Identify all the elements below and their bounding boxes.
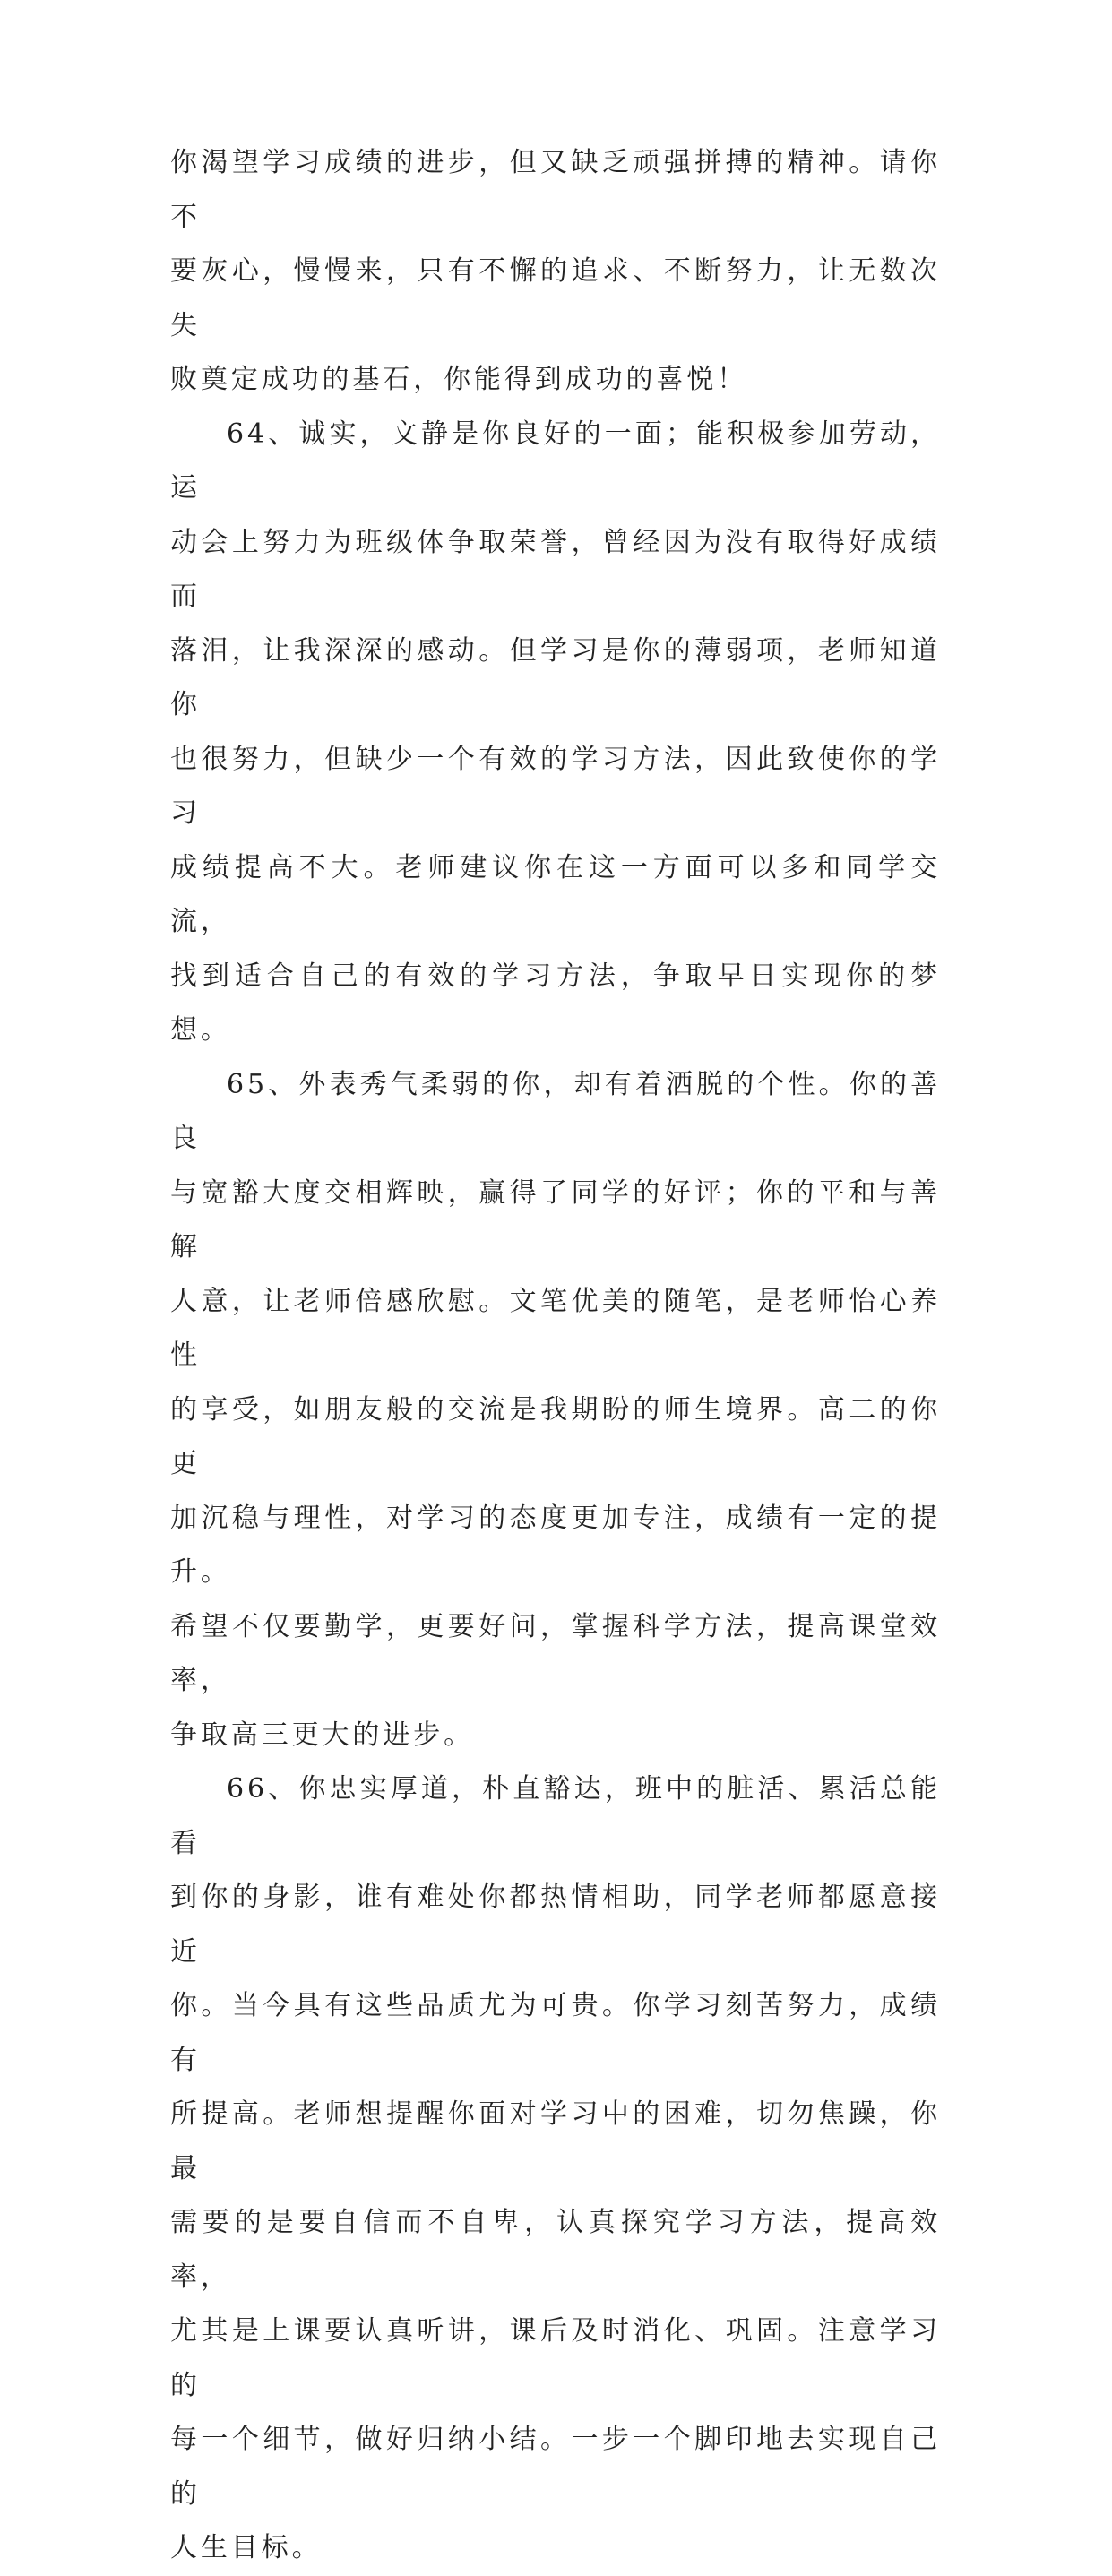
text-line: 尤其是上课要认真听讲，课后及时消化、巩固。注意学习的 — [170, 2315, 941, 2401]
text-line: 的享受，如朋友般的交流是我期盼的师生境界。高二的你更 — [170, 1393, 941, 1479]
paragraph-65 — [170, 1058, 941, 1763]
text-line: 到你的身影，谁有难处你都热情相助，同学老师都愿意接近 — [170, 1882, 941, 1968]
text-line: 人生目标。 — [170, 2532, 323, 2563]
text-line: 65、外表秀气柔弱的你，却有着洒脱的个性。你的善良 — [170, 1068, 941, 1154]
text-line: 与宽豁大度交相辉映，赢得了同学的好评；你的平和与善解 — [170, 1176, 941, 1262]
text-line: 找到适合自己的有效的学习方法，争取早日实现你的梦想。 — [170, 960, 941, 1046]
text-line: 也很努力，但缺少一个有效的学习方法，因此致使你的学习 — [170, 743, 941, 829]
text-line: 希望不仅要勤学，更要好问，掌握科学方法，提高课堂效率， — [170, 1610, 941, 1696]
text-line: 64、诚实，文静是你良好的一面；能积极参加劳动，运 — [170, 418, 941, 504]
paragraph-continued — [170, 136, 941, 408]
text-line: 每一个细节，做好归纳小结。一步一个脚印地去实现自己的 — [170, 2424, 941, 2510]
text-line: 要灰心，慢慢来，只有不懈的追求、不断努力，让无数次失 — [170, 255, 941, 341]
text-line: 加沉稳与理性，对学习的态度更加专注，成绩有一定的提升。 — [170, 1502, 941, 1588]
text-line: 人意，让老师倍感欣慰。文笔优美的随笔，是老师怡心养性 — [170, 1285, 941, 1371]
text-line: 需要的是要自信而不自卑，认真探究学习方法，提高效率， — [170, 2207, 941, 2293]
text-line: 成绩提高不大。老师建议你在这一方面可以多和同学交流， — [170, 851, 941, 937]
text-line: 落泪，让我深深的感动。但学习是你的薄弱项，老师知道你 — [170, 634, 941, 720]
text-line: 66、你忠实厚道，朴直豁达，班中的脏活、累活总能看 — [170, 1773, 941, 1859]
text-line: 动会上努力为班级体争取荣誉，曾经因为没有取得好成绩而 — [170, 526, 941, 612]
text-line: 你。当今具有这些品质尤为可贵。你学习刻苦努力，成绩有 — [170, 1990, 941, 2076]
text-line: 所提高。老师想提醒你面对学习中的困难，切勿焦躁，你最 — [170, 2098, 941, 2184]
text-line: 你渴望学习成绩的进步，但又缺乏顽强拼搏的精神。请你不 — [170, 147, 941, 233]
paragraph-64 — [170, 408, 941, 1058]
document-body — [170, 136, 941, 2576]
paragraph-66 — [170, 1762, 941, 2576]
text-line: 败奠定成功的基石，你能得到成功的喜悦！ — [170, 364, 748, 395]
text-line: 争取高三更大的进步。 — [170, 1719, 474, 1751]
